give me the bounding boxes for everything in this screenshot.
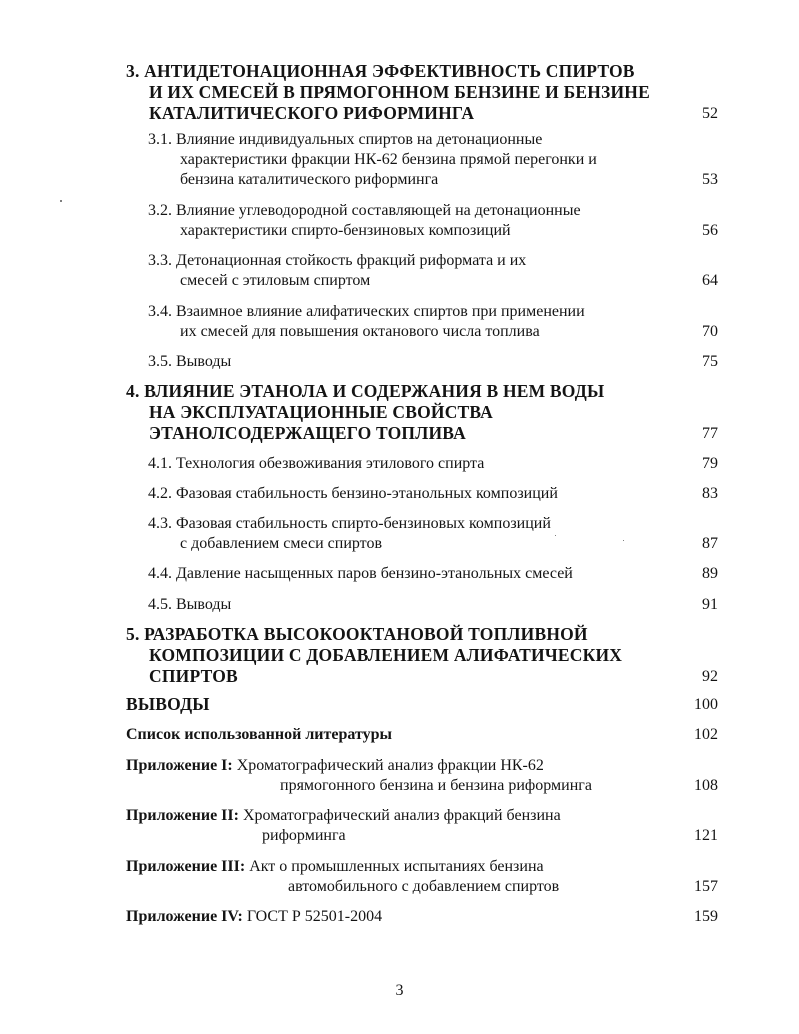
toc-section-4-5 — [0, 595, 799, 615]
chapter-4-title-line-1: 4. ВЛИЯНИЕ ЭТАНОЛА И СОДЕРЖАНИЯ В НЕМ ВОДЫ — [126, 381, 605, 401]
toc-section-3-3 — [0, 251, 799, 291]
section-4-2-page: 83 — [702, 485, 718, 502]
section-3-1-line-2: характеристики фракции НК-62 бензина прямой перегонки и — [180, 151, 597, 168]
chapter-4-title-line-2: НА ЭКСПЛУАТАЦИОННЫЕ СВОЙСТВА — [149, 402, 494, 422]
chapter-3-page: 52 — [702, 105, 718, 122]
appendix-4-title-line-1: ГОСТ Р 52501-2004 — [246, 908, 383, 925]
chapter-3-title-line-3: КАТАЛИТИЧЕСКОГО РИФОРМИНГА — [149, 103, 475, 123]
chapter-5-title-line-2: КОМПОЗИЦИИ С ДОБАВЛЕНИЕМ АЛИФАТИЧЕСКИХ — [149, 645, 623, 665]
chapter-4-page: 77 — [702, 425, 718, 442]
appendix-3-title-line-1: Акт о промышленных испытаниях бензина — [249, 858, 544, 875]
appendix-2-title-line-1: Хроматографический анализ фракций бензина — [242, 807, 561, 824]
page-number: 3 — [395, 982, 404, 999]
appendix-3-line-1 — [0, 857, 799, 877]
appendix-2-label: Приложение II: — [126, 807, 239, 824]
toc-appendix-3 — [0, 857, 799, 897]
chapter-3-title-line-2: И ИХ СМЕСЕЙ В ПРЯМОГОННОМ БЕНЗИНЕ И БЕНЗИНЕ — [149, 82, 650, 102]
scan-speck — [555, 535, 556, 536]
toc-section-4-4 — [0, 564, 799, 584]
section-3-4-line-2: их смесей для повышения октанового числа топлива — [180, 323, 540, 340]
appendix-3-title-line-2: автомобильного с добавлением спиртов — [288, 878, 560, 895]
section-3-2-page: 56 — [702, 222, 718, 239]
section-3-1-line-1: 3.1. Влияние индивидуальных спиртов на детонационные — [148, 131, 543, 148]
conclusions-page: 100 — [694, 696, 718, 713]
toc-conclusions — [0, 694, 799, 715]
toc-appendix-4 — [0, 907, 799, 927]
appendix-3-label: Приложение III: — [126, 858, 246, 875]
section-4-2-line-1: 4.2. Фазовая стабильность бензино-этанольных композиций — [148, 485, 558, 502]
references-page: 102 — [694, 726, 718, 743]
scan-speck — [623, 540, 624, 541]
section-4-4-page: 89 — [702, 565, 718, 582]
section-4-3-line-2: с добавлением смеси спиртов — [180, 535, 383, 552]
scan-speck — [60, 200, 62, 202]
section-3-4-line-1: 3.4. Взаимное влияние алифатических спиртов при применении — [148, 303, 585, 320]
toc-appendix-1 — [0, 756, 799, 796]
chapter-5-title-line-3: СПИРТОВ — [149, 666, 238, 686]
conclusions-title: ВЫВОДЫ — [126, 694, 210, 714]
section-4-3-page: 87 — [702, 535, 718, 552]
toc-section-3-5 — [0, 352, 799, 372]
section-4-4-line-1: 4.4. Давление насыщенных паров бензино-этанольных смесей — [148, 565, 573, 582]
toc-section-4-1 — [0, 454, 799, 474]
toc-chapter-4 — [0, 381, 799, 444]
appendix-1-label: Приложение I: — [126, 757, 233, 774]
section-4-3-line-1: 4.3. Фазовая стабильность спирто-бензиновых композиций — [148, 515, 551, 532]
section-3-1-page: 53 — [702, 171, 718, 188]
toc-section-4-2 — [0, 484, 799, 504]
appendix-4-line-1 — [0, 907, 799, 927]
section-3-3-line-1: 3.3. Детонационная стойкость фракций риформата и их — [148, 252, 527, 269]
section-3-1-line-3: бензина каталитического риформинга — [180, 171, 439, 188]
section-3-3-page: 64 — [702, 272, 718, 289]
chapter-5-page: 92 — [702, 668, 718, 685]
section-3-5-page: 75 — [702, 353, 718, 370]
section-4-5-line-1: 4.5. Выводы — [148, 596, 232, 613]
appendix-1-line-1 — [0, 756, 799, 776]
appendix-2-page: 121 — [694, 827, 718, 844]
chapter-4-title-line-3: ЭТАНОЛСОДЕРЖАЩЕГО ТОПЛИВА — [149, 423, 466, 443]
toc-appendix-2 — [0, 806, 799, 846]
toc-chapter-5 — [0, 624, 799, 687]
appendix-2-title-line-2: риформинга — [262, 827, 346, 844]
section-3-3-line-2: смесей с этиловым спиртом — [180, 272, 371, 289]
toc-references — [0, 725, 799, 745]
toc-section-3-4 — [0, 302, 799, 342]
appendix-2-line-1 — [0, 806, 799, 826]
chapter-5-title-line-1: 5. РАЗРАБОТКА ВЫСОКООКТАНОВОЙ ТОПЛИВНОЙ — [126, 624, 588, 644]
appendix-1-page: 108 — [694, 777, 718, 794]
section-3-2-line-1: 3.2. Влияние углеводородной составляющей на детонационные — [148, 202, 581, 219]
section-4-1-line-1: 4.1. Технология обезвоживания этилового спирта — [148, 455, 485, 472]
toc-section-3-2 — [0, 201, 799, 241]
appendix-4-label: Приложение IV: — [126, 908, 243, 925]
section-4-5-page: 91 — [702, 596, 718, 613]
section-3-5-line-1: 3.5. Выводы — [148, 353, 232, 370]
toc-section-4-3 — [0, 514, 799, 554]
section-3-2-line-2: характеристики спирто-бензиновых композиций — [180, 222, 511, 239]
toc-chapter-3 — [0, 61, 799, 124]
section-3-4-page: 70 — [702, 323, 718, 340]
chapter-3-title-line-1: 3. АНТИДЕТОНАЦИОННАЯ ЭФФЕКТИВНОСТЬ СПИРТОВ — [126, 61, 635, 81]
references-title: Список использованной литературы — [126, 726, 392, 743]
appendix-4-page: 159 — [694, 908, 718, 925]
appendix-3-page: 157 — [694, 878, 718, 895]
appendix-1-title-line-2: прямогонного бензина и бензина риформинга — [280, 777, 592, 794]
toc-section-3-1 — [0, 130, 799, 190]
appendix-1-title-line-1: Хроматографический анализ фракции НК-62 — [236, 757, 544, 774]
section-4-1-page: 79 — [702, 455, 718, 472]
